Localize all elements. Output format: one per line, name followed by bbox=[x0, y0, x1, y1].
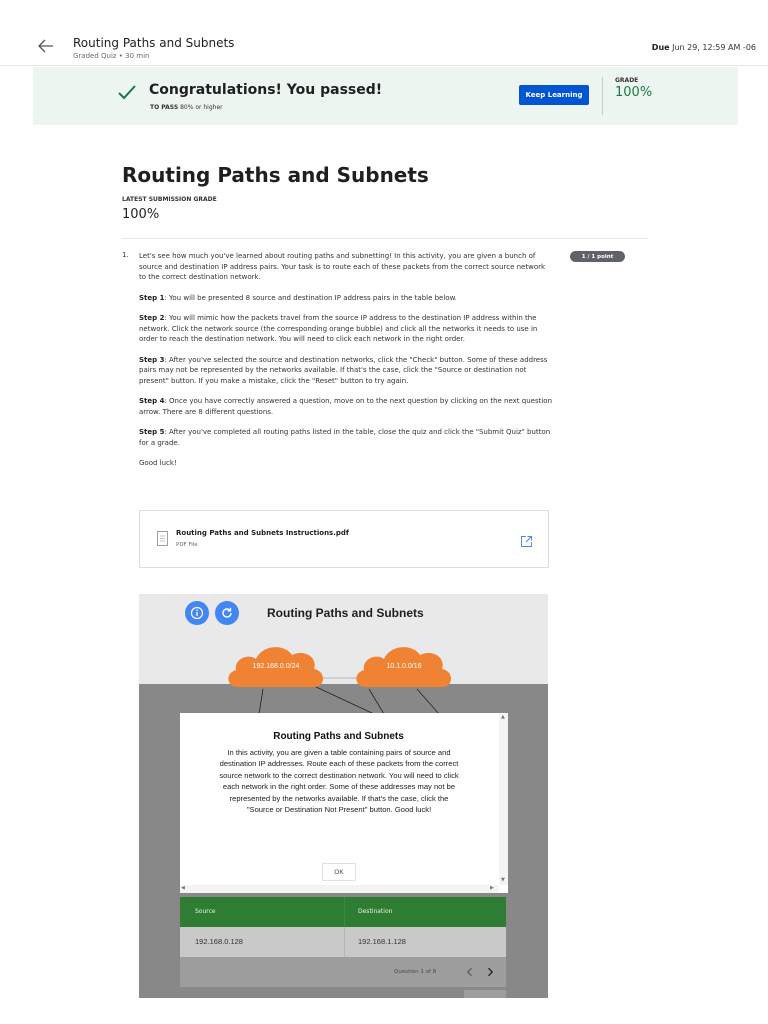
divider bbox=[122, 238, 648, 239]
to-pass-value: 80% or higher bbox=[180, 104, 223, 111]
points-badge: 1 / 1 point bbox=[570, 251, 625, 262]
step-1-text: : You will be presented 8 source and destination IP address pairs in the table below. bbox=[164, 293, 457, 302]
source-cell: 192.168.0.128 bbox=[195, 937, 243, 946]
question-body bbox=[139, 251, 553, 479]
question-intro: Let's see how much you've learned about routing paths and subnetting! In this activity, you are given a bunch of source and destination IP address pairs. Your task is to route each of these packets from the correct source network to the correct destination network. bbox=[139, 252, 546, 281]
header-title: Routing Paths and Subnets bbox=[73, 36, 235, 50]
network-links bbox=[139, 594, 548, 724]
modal-text: In this activity, you are given a table containing pairs of source and destination IP addresses. Route each of these packets from the correct source network to the correct destination network. You will need to click each network in the right order. Some of these addresses may not be represented by the networks available. If that's the case, click the "Source or Destination Not Present" button. Good luck! bbox=[219, 748, 459, 815]
modal-vertical-scrollbar[interactable] bbox=[499, 713, 508, 885]
latest-grade-label: LATEST SUBMISSION GRADE bbox=[122, 196, 217, 203]
step-3-text: : After you've selected the source and destination networks, click the "Check" button. Some of these address pairs may not be represented by the networks available. If that's the case, click the "Source or destination not present" button. If you make a mistake, click the "Reset" button to try again. bbox=[139, 355, 548, 385]
step-4 bbox=[139, 396, 553, 417]
step-1-label: Step 1 bbox=[139, 293, 165, 302]
network-cloud-192-168-0-0[interactable] bbox=[224, 641, 328, 691]
chevron-left-icon[interactable] bbox=[462, 964, 478, 980]
step-2-text: : You will mimic how the packets travel from the source IP address to the destination IP address within the network. Click the network source (the corresponding orange bubble) and click all the networks it needs to use in order to reach the destination network. You will need to click each network in the right order. bbox=[139, 314, 538, 343]
cloud-label-right: 10.1.0.0/16 bbox=[386, 663, 422, 670]
pass-requirement bbox=[150, 104, 223, 111]
question-pager bbox=[180, 957, 506, 987]
step-2 bbox=[139, 313, 553, 345]
pass-banner bbox=[33, 67, 738, 125]
step-4-text: : Once you have correctly answered a question, move on to the next question by clicking on the next question arrow. There are 8 different questions. bbox=[139, 397, 553, 416]
latest-grade-value: 100% bbox=[122, 207, 160, 222]
document-icon bbox=[157, 531, 168, 546]
step-2-label: Step 2 bbox=[139, 314, 165, 322]
step-5-text: : After you've completed all routing paths listed in the table, close the quiz and click the "Submit Quiz" button for a grade. bbox=[139, 428, 551, 447]
scroll-left-icon[interactable]: ◀ bbox=[181, 885, 185, 891]
due-date bbox=[652, 43, 756, 52]
scroll-right-icon[interactable]: ▶ bbox=[490, 885, 494, 891]
top-bar bbox=[0, 0, 768, 66]
step-3-label: Step 3 bbox=[139, 355, 165, 364]
destination-cell: 192.168.1.128 bbox=[358, 937, 406, 946]
modal-horizontal-scrollbar[interactable] bbox=[180, 885, 499, 893]
external-link-icon[interactable] bbox=[520, 533, 533, 546]
step-4-label: Step 4 bbox=[139, 397, 165, 405]
scroll-up-icon[interactable]: ▲ bbox=[501, 714, 505, 720]
cloud-label-left: 192.168.0.0/24 bbox=[252, 663, 300, 670]
instructions-modal bbox=[180, 713, 508, 893]
table-header bbox=[180, 897, 506, 927]
column-header-source: Source bbox=[195, 908, 216, 915]
table-row[interactable] bbox=[180, 927, 506, 957]
partially-visible-button[interactable] bbox=[464, 990, 506, 998]
pdf-attachment[interactable] bbox=[139, 510, 549, 568]
column-header-destination: Destination bbox=[358, 908, 393, 915]
ok-button[interactable]: OK bbox=[322, 863, 356, 881]
grade-block bbox=[602, 77, 652, 115]
modal-title: Routing Paths and Subnets bbox=[273, 731, 404, 742]
column-separator bbox=[344, 927, 345, 957]
routing-activity bbox=[139, 594, 548, 998]
pass-message: Congratulations! You passed! bbox=[149, 82, 383, 98]
arrow-left-icon[interactable] bbox=[36, 36, 56, 56]
keep-learning-button[interactable]: Keep Learning bbox=[519, 85, 589, 105]
attachment-type: PDF File bbox=[176, 542, 198, 548]
step-5 bbox=[139, 427, 553, 448]
step-5-label: Step 5 bbox=[139, 428, 165, 436]
due-label: Due bbox=[651, 43, 670, 52]
scroll-down-icon[interactable]: ▼ bbox=[501, 877, 505, 883]
question-number: 1. bbox=[122, 251, 129, 259]
network-cloud-10-1-0-0[interactable] bbox=[352, 641, 456, 691]
attachment-name: Routing Paths and Subnets Instructions.pdf bbox=[176, 529, 349, 537]
closing-text: Good luck! bbox=[139, 459, 177, 467]
chevron-right-icon[interactable] bbox=[482, 964, 498, 980]
step-3 bbox=[139, 355, 553, 387]
grade-label: GRADE bbox=[615, 77, 639, 84]
step-1 bbox=[139, 293, 553, 304]
due-value: Jun 29, 12:59 AM -06 bbox=[672, 43, 756, 52]
question-counter: Question 1 of 8 bbox=[394, 969, 437, 975]
column-separator bbox=[344, 897, 345, 927]
check-icon bbox=[117, 82, 137, 102]
page-title: Routing Paths and Subnets bbox=[122, 163, 429, 187]
activity-title: Routing Paths and Subnets bbox=[267, 606, 424, 620]
header-subtitle: Graded Quiz • 30 min bbox=[73, 52, 150, 60]
grade-value: 100% bbox=[615, 85, 653, 100]
to-pass-label: TO PASS bbox=[150, 104, 179, 111]
